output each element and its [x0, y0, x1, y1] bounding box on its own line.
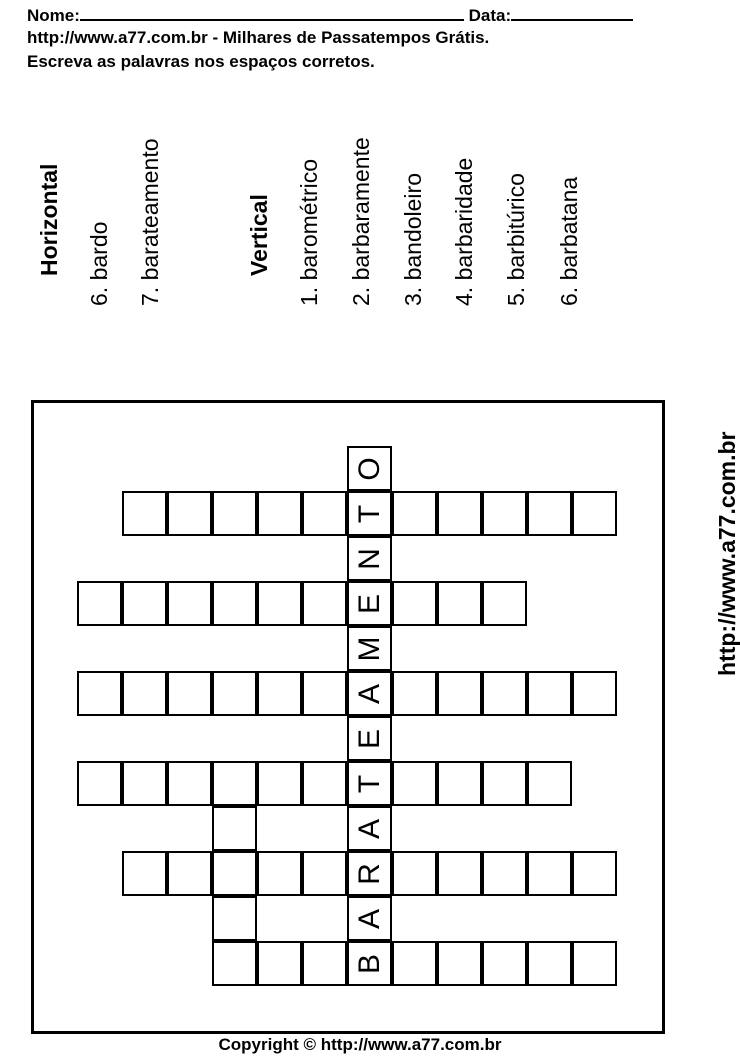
crossword-cell[interactable]: [527, 761, 572, 806]
vertical-clue: 1. barométrico: [296, 158, 322, 306]
crossword-cell[interactable]: [302, 671, 347, 716]
crossword-cell[interactable]: [482, 671, 527, 716]
name-line: [27, 4, 633, 26]
crossword-cell[interactable]: [122, 581, 167, 626]
revealed-letter: A: [352, 683, 386, 704]
site-line: http://www.a77.com.br - Milhares de Passatempos Grátis.: [27, 28, 490, 47]
instruction: Escreva as palavras nos espaços corretos.: [27, 52, 375, 71]
crossword-cell[interactable]: [437, 941, 482, 986]
vertical-clue: 4. barbaridade: [451, 157, 477, 306]
revealed-letter-cell: [347, 671, 392, 716]
crossword-cell[interactable]: [212, 761, 257, 806]
revealed-letter-cell: [347, 446, 392, 491]
revealed-letter: N: [352, 547, 386, 570]
crossword-cell[interactable]: [167, 671, 212, 716]
revealed-letter-cell: [347, 851, 392, 896]
vertical-clue: 5. barbitúrico: [503, 173, 529, 306]
revealed-letter-cell: [347, 491, 392, 536]
crossword-cell[interactable]: [212, 851, 257, 896]
crossword-cell[interactable]: [212, 806, 257, 851]
revealed-letter: T: [352, 504, 386, 523]
crossword-cell[interactable]: [302, 491, 347, 536]
name-label: Nome:: [27, 6, 80, 25]
crossword-cell[interactable]: [212, 491, 257, 536]
crossword-cell[interactable]: [392, 851, 437, 896]
horizontal-clue: 6. bardo: [86, 221, 112, 306]
crossword-cell[interactable]: [167, 851, 212, 896]
crossword-cell[interactable]: [392, 761, 437, 806]
crossword-cell[interactable]: [527, 671, 572, 716]
crossword-cell[interactable]: [482, 581, 527, 626]
crossword-cell[interactable]: [302, 761, 347, 806]
crossword-cell[interactable]: [167, 761, 212, 806]
crossword-cell[interactable]: [77, 761, 122, 806]
crossword-cell[interactable]: [572, 671, 617, 716]
date-blank[interactable]: [511, 4, 633, 21]
revealed-letter: A: [352, 818, 386, 839]
revealed-letter-cell: [347, 806, 392, 851]
date-label: Data:: [468, 6, 512, 25]
vertical-clue: 3. bandoleiro: [400, 173, 426, 306]
revealed-letter: O: [352, 456, 386, 481]
crossword-cell[interactable]: [482, 761, 527, 806]
crossword-cell[interactable]: [122, 851, 167, 896]
horizontal-title: Horizontal: [36, 163, 62, 276]
crossword-cell[interactable]: [572, 491, 617, 536]
crossword-cell[interactable]: [212, 941, 257, 986]
revealed-letter-cell: [347, 896, 392, 941]
crossword-cell[interactable]: [482, 851, 527, 896]
crossword-cell[interactable]: [122, 761, 167, 806]
crossword-cell[interactable]: [437, 581, 482, 626]
crossword-cell[interactable]: [257, 671, 302, 716]
revealed-letter-cell: [347, 941, 392, 986]
crossword-cell[interactable]: [257, 941, 302, 986]
crossword-cell[interactable]: [392, 581, 437, 626]
crossword-cell[interactable]: [392, 491, 437, 536]
crossword-cell[interactable]: [167, 581, 212, 626]
crossword-cell[interactable]: [482, 491, 527, 536]
crossword-cell[interactable]: [527, 941, 572, 986]
revealed-letter: E: [352, 593, 386, 614]
revealed-letter: E: [352, 728, 386, 749]
crossword-cell[interactable]: [437, 671, 482, 716]
crossword-cell[interactable]: [257, 491, 302, 536]
crossword-cell[interactable]: [437, 491, 482, 536]
crossword-cell[interactable]: [212, 581, 257, 626]
revealed-letter-cell: [347, 536, 392, 581]
crossword-cell[interactable]: [572, 851, 617, 896]
crossword-cell[interactable]: [257, 851, 302, 896]
revealed-letter: A: [352, 908, 386, 929]
crossword-cell[interactable]: [392, 671, 437, 716]
horizontal-clue: 7. barateamento: [137, 138, 163, 306]
crossword-cell[interactable]: [302, 581, 347, 626]
crossword-cell[interactable]: [437, 851, 482, 896]
crossword-cell[interactable]: [527, 491, 572, 536]
crossword-cell[interactable]: [527, 851, 572, 896]
copyright-footer: Copyright © http://www.a77.com.br: [218, 1035, 502, 1054]
crossword-cell[interactable]: [302, 851, 347, 896]
crossword-cell[interactable]: [77, 671, 122, 716]
vertical-clue: 6. barbatana: [556, 176, 582, 306]
crossword-cell[interactable]: [572, 941, 617, 986]
name-blank[interactable]: [80, 4, 464, 21]
crossword-cell[interactable]: [302, 941, 347, 986]
crossword-cell[interactable]: [122, 491, 167, 536]
vertical-title: Vertical: [246, 194, 272, 276]
crossword-cell[interactable]: [122, 671, 167, 716]
crossword-cell[interactable]: [212, 896, 257, 941]
revealed-letter-cell: [347, 716, 392, 761]
revealed-letter: T: [352, 774, 386, 793]
revealed-letter: B: [352, 953, 386, 974]
crossword-cell[interactable]: [167, 491, 212, 536]
revealed-letter-cell: [347, 581, 392, 626]
side-url: http://www.a77.com.br: [714, 431, 740, 676]
vertical-clue: 2. barbaramente: [348, 137, 374, 306]
revealed-letter-cell: [347, 761, 392, 806]
revealed-letter: R: [352, 862, 386, 885]
crossword-cell[interactable]: [482, 941, 527, 986]
crossword-cell[interactable]: [257, 761, 302, 806]
revealed-letter: M: [352, 636, 386, 661]
crossword-cell[interactable]: [392, 941, 437, 986]
revealed-letter-cell: [347, 626, 392, 671]
crossword-cell[interactable]: [77, 581, 122, 626]
crossword-cell[interactable]: [437, 761, 482, 806]
crossword-cell[interactable]: [212, 671, 257, 716]
crossword-cell[interactable]: [257, 581, 302, 626]
